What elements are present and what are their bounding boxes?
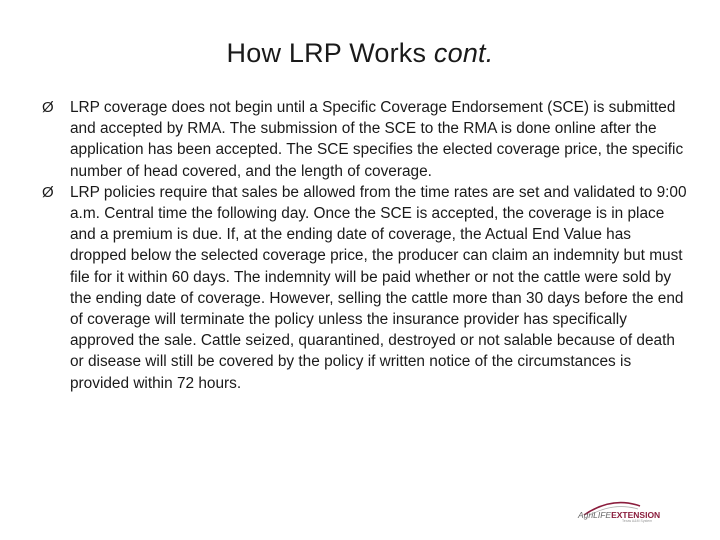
logo-wordmark-part1: AgriLIFE — [578, 510, 612, 520]
bullet-text: LRP coverage does not begin until a Specific Coverage Endorsement (SCE) is submitted and accepted by RMA. The submission of the SCE to the RMA is done online after the application has been accepted. The SCE specifies the elected coverage price, the specific number of head covered, and the length of coverage. — [70, 99, 684, 180]
bullet-text: LRP policies require that sales be allowed from the time rates are set and validated to 9:00 a.m. Central time the following day. Once the SCE is accepted, the coverage is in place and a premium is due. If, at the ending date of coverage, the Actual End Value has dropped below the selected coverage price, the producer can claim an indemnity but must file for it within 60 days. The indemnity will be paid whether or not the cattle were sold by the ending date of coverage. However, selling the cattle more than 30 days before the end of coverage will terminate the policy unless the insurance provider has specifically approved the sale. Cattle seized, quarantined, destroyed or not salable because of death or disease will still be covered by the policy if written notice of the circumstances is provided within 72 hours. — [70, 183, 687, 392]
logo-subtitle: Texas A&M System — [622, 519, 653, 523]
agrilife-extension-logo — [572, 500, 682, 526]
arrow-bullet-icon: Ø — [42, 183, 54, 201]
slide-title-main: How LRP Works — [226, 38, 434, 68]
slide-title-emphasis: cont. — [433, 38, 494, 68]
arrow-bullet-icon: Ø — [42, 99, 54, 116]
logo-wordmark-part2: EXTENSION — [611, 510, 661, 520]
bullet-item — [42, 182, 687, 394]
bullet-list — [42, 97, 687, 394]
bullet-item — [42, 97, 687, 182]
slide-title — [0, 36, 720, 70]
